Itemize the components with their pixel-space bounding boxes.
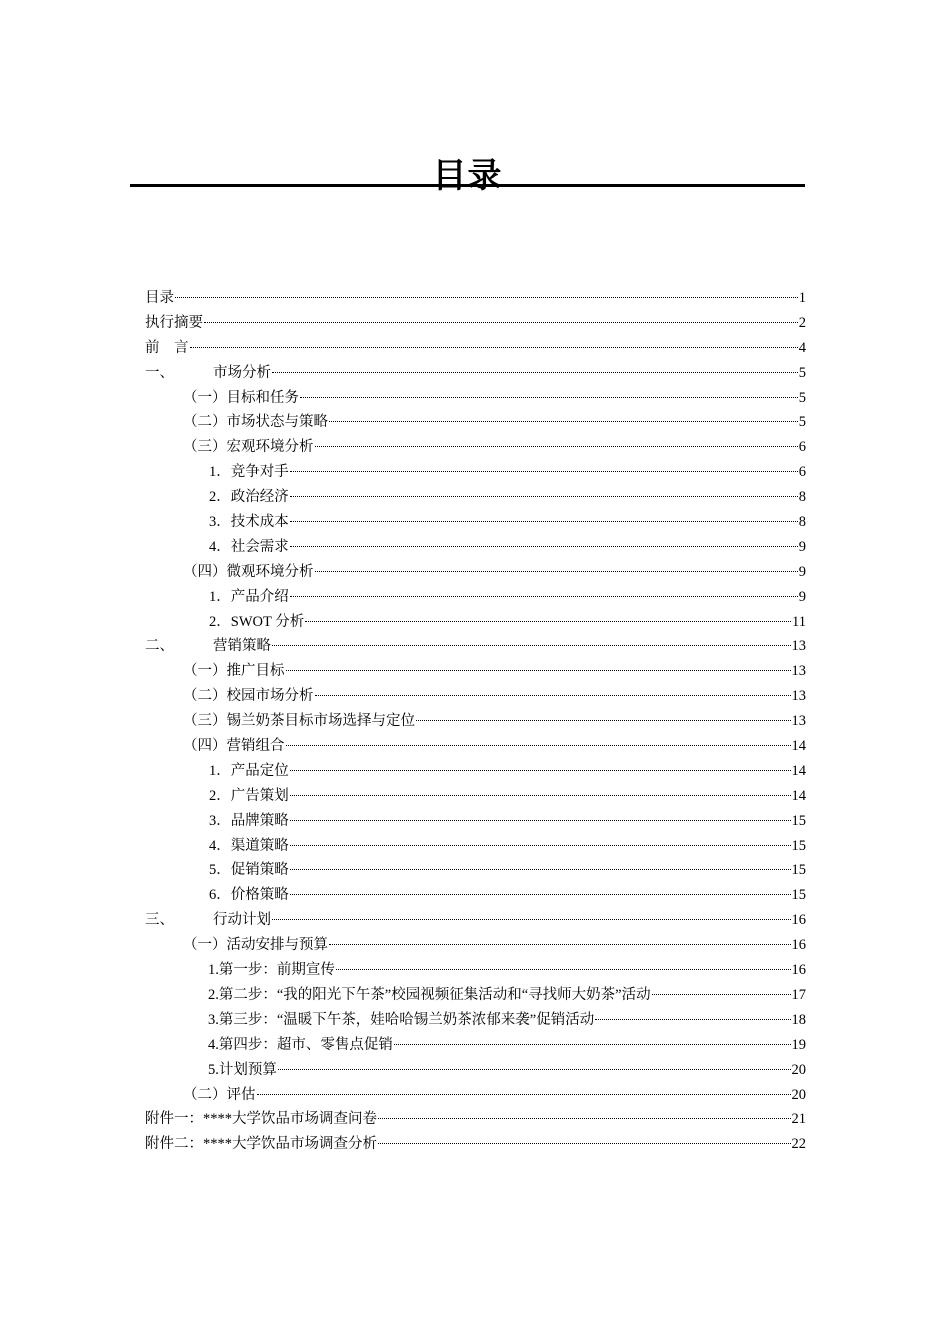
toc-entry-page: 5	[798, 389, 806, 406]
toc-entry-title: 营销策略	[213, 638, 271, 655]
toc-entry-title: （二）校园市场分析	[183, 688, 314, 705]
toc-header	[130, 150, 805, 206]
toc-dot-leader	[290, 457, 798, 473]
toc-entry-title: 3．技术成本	[209, 514, 289, 531]
toc-entry-page: 6	[798, 464, 806, 481]
toc-dot-leader	[315, 681, 791, 697]
toc-entry-page: 9	[798, 538, 806, 555]
toc-entry-title: 4．社会需求	[209, 538, 289, 555]
toc-entry-page: 14	[791, 762, 806, 779]
toc-entry-page: 19	[791, 1036, 806, 1053]
toc-entry-title: 1．竞争对手	[209, 464, 289, 481]
toc-entry-title: （一）活动安排与预算	[183, 937, 328, 954]
toc-entry-page: 13	[791, 713, 806, 730]
toc-entry-title: 2．SWOT 分析	[209, 613, 305, 630]
toc-entry-title: 目录	[145, 290, 174, 306]
toc-entry-title: （二）市场状态与策略	[183, 414, 328, 431]
toc-entry-page: 17	[791, 986, 806, 1003]
toc-entry-page: 14	[791, 787, 806, 804]
toc-dot-leader	[329, 930, 791, 946]
toc-dot-leader	[394, 1029, 791, 1045]
toc-dot-leader	[204, 307, 798, 323]
toc-dot-leader	[272, 357, 798, 373]
toc-entry-page: 15	[791, 812, 806, 829]
toc-dot-leader	[278, 1054, 791, 1070]
toc-entry-page: 13	[791, 663, 806, 680]
toc-entry-title: 附件二：****大学饮品市场调查分析	[145, 1136, 377, 1153]
toc-dot-leader	[336, 955, 791, 971]
toc-entry-page: 8	[798, 489, 806, 506]
toc-dot-leader	[290, 482, 798, 498]
toc-entry-page: 5	[798, 414, 806, 431]
toc-dot-leader	[315, 556, 798, 572]
toc-dot-leader	[416, 706, 791, 722]
toc-entry-page: 11	[792, 613, 806, 630]
toc-entry-title: （四）微观环境分析	[183, 563, 314, 580]
toc-entry-number: 一、	[145, 364, 174, 381]
toc-entry-page: 16	[791, 912, 806, 929]
toc-entry-page: 1	[798, 290, 806, 306]
toc-entry-number: 三、	[145, 912, 174, 929]
toc-entry-title: 4．渠道策略	[209, 837, 289, 854]
toc-entry-title: 前 言	[145, 339, 189, 356]
toc-entry-page: 18	[791, 1011, 806, 1028]
toc-entry-page: 16	[791, 937, 806, 954]
toc-entry-title: 1．产品定位	[209, 762, 289, 779]
toc-entry-page: 20	[791, 1061, 806, 1078]
toc-entry-page: 15	[791, 887, 806, 904]
toc-entry-page: 13	[791, 638, 806, 655]
toc-entry-title: 5．促销策略	[209, 862, 289, 879]
toc-dot-leader	[290, 830, 791, 846]
toc-entry-title: 5.计划预算	[208, 1061, 277, 1078]
toc-entry-page: 21	[791, 1111, 806, 1128]
toc-entry-title: 6．价格策略	[209, 887, 289, 904]
toc-entry-page: 20	[791, 1086, 806, 1103]
toc-entry-title: 1.第一步：前期宣传	[208, 962, 335, 979]
toc-entry-page: 13	[791, 688, 806, 705]
toc-dot-leader	[595, 1004, 790, 1020]
toc-entry-title: （三）宏观环境分析	[183, 439, 314, 456]
toc-entry-page: 16	[791, 962, 806, 979]
toc-entry-page: 22	[791, 1136, 806, 1153]
toc-dot-leader	[272, 905, 791, 921]
toc-entry-title: 附件一：****大学饮品市场调查问卷	[145, 1111, 377, 1128]
toc-dot-leader	[290, 855, 791, 871]
toc-entry-title: 4.第四步：超市、零售点促销	[208, 1036, 393, 1053]
toc-entry-title: （一）目标和任务	[183, 389, 299, 406]
toc-entry-title: 3.第三步：“温暖下午茶，娃哈哈锡兰奶茶浓郁来袭”促销活动	[208, 1011, 595, 1028]
toc-dot-leader	[257, 1079, 791, 1095]
toc-entry-number: 二、	[145, 638, 174, 655]
toc-entry-title: 执行摘要	[145, 314, 203, 331]
toc-dot-leader	[190, 332, 798, 348]
toc-dot-leader	[329, 407, 798, 423]
toc-entry-page: 9	[798, 588, 806, 605]
toc-entry-page: 2	[798, 314, 806, 331]
table-of-contents	[145, 286, 806, 1157]
toc-entry-title: 2．广告策划	[209, 787, 289, 804]
toc-entry-title: 3．品牌策略	[209, 812, 289, 829]
toc-dot-leader	[272, 631, 791, 647]
toc-entry-title: （四）营销组合	[183, 738, 285, 755]
toc-entry-page: 4	[798, 339, 806, 356]
page-title: 目录	[432, 156, 503, 196]
toc-dot-leader	[305, 606, 791, 622]
toc-entry-title: 2.第二步：“我的阳光下午茶”校园视频征集活动和“寻找师大奶茶”活动	[208, 986, 651, 1003]
toc-dot-leader	[378, 1104, 791, 1120]
toc-dot-leader	[300, 382, 798, 398]
toc-dot-leader	[290, 507, 798, 523]
toc-entry-title: 1．产品介绍	[209, 588, 289, 605]
toc-entry-page: 6	[798, 439, 806, 456]
toc-dot-leader	[286, 731, 791, 747]
toc-dot-leader	[378, 1129, 791, 1145]
toc-entry-page: 9	[798, 563, 806, 580]
toc-entry-title: （二）评估	[183, 1086, 256, 1103]
toc-entry-title: （三）锡兰奶茶目标市场选择与定位	[183, 713, 415, 730]
toc-dot-leader	[290, 780, 791, 796]
toc-dot-leader	[290, 755, 791, 771]
toc-entry-page: 8	[798, 514, 806, 531]
toc-dot-leader	[175, 283, 798, 299]
toc-dot-leader	[315, 432, 798, 448]
toc-entry-title: 市场分析	[213, 364, 271, 381]
toc-dot-leader	[290, 880, 791, 896]
toc-entry-page: 5	[798, 364, 806, 381]
toc-dot-leader	[290, 531, 798, 547]
toc-dot-leader	[652, 979, 791, 995]
toc-entry-title: 行动计划	[213, 912, 271, 929]
toc-entry[interactable]	[145, 1132, 806, 1157]
toc-dot-leader	[290, 805, 791, 821]
toc-dot-leader	[290, 581, 798, 597]
toc-entry-page: 15	[791, 862, 806, 879]
toc-dot-leader	[286, 656, 791, 672]
toc-entry-page: 15	[791, 837, 806, 854]
toc-entry-title: （一）推广目标	[183, 663, 285, 680]
toc-entry-title: 2．政治经济	[209, 489, 289, 506]
toc-entry-page: 14	[791, 738, 806, 755]
